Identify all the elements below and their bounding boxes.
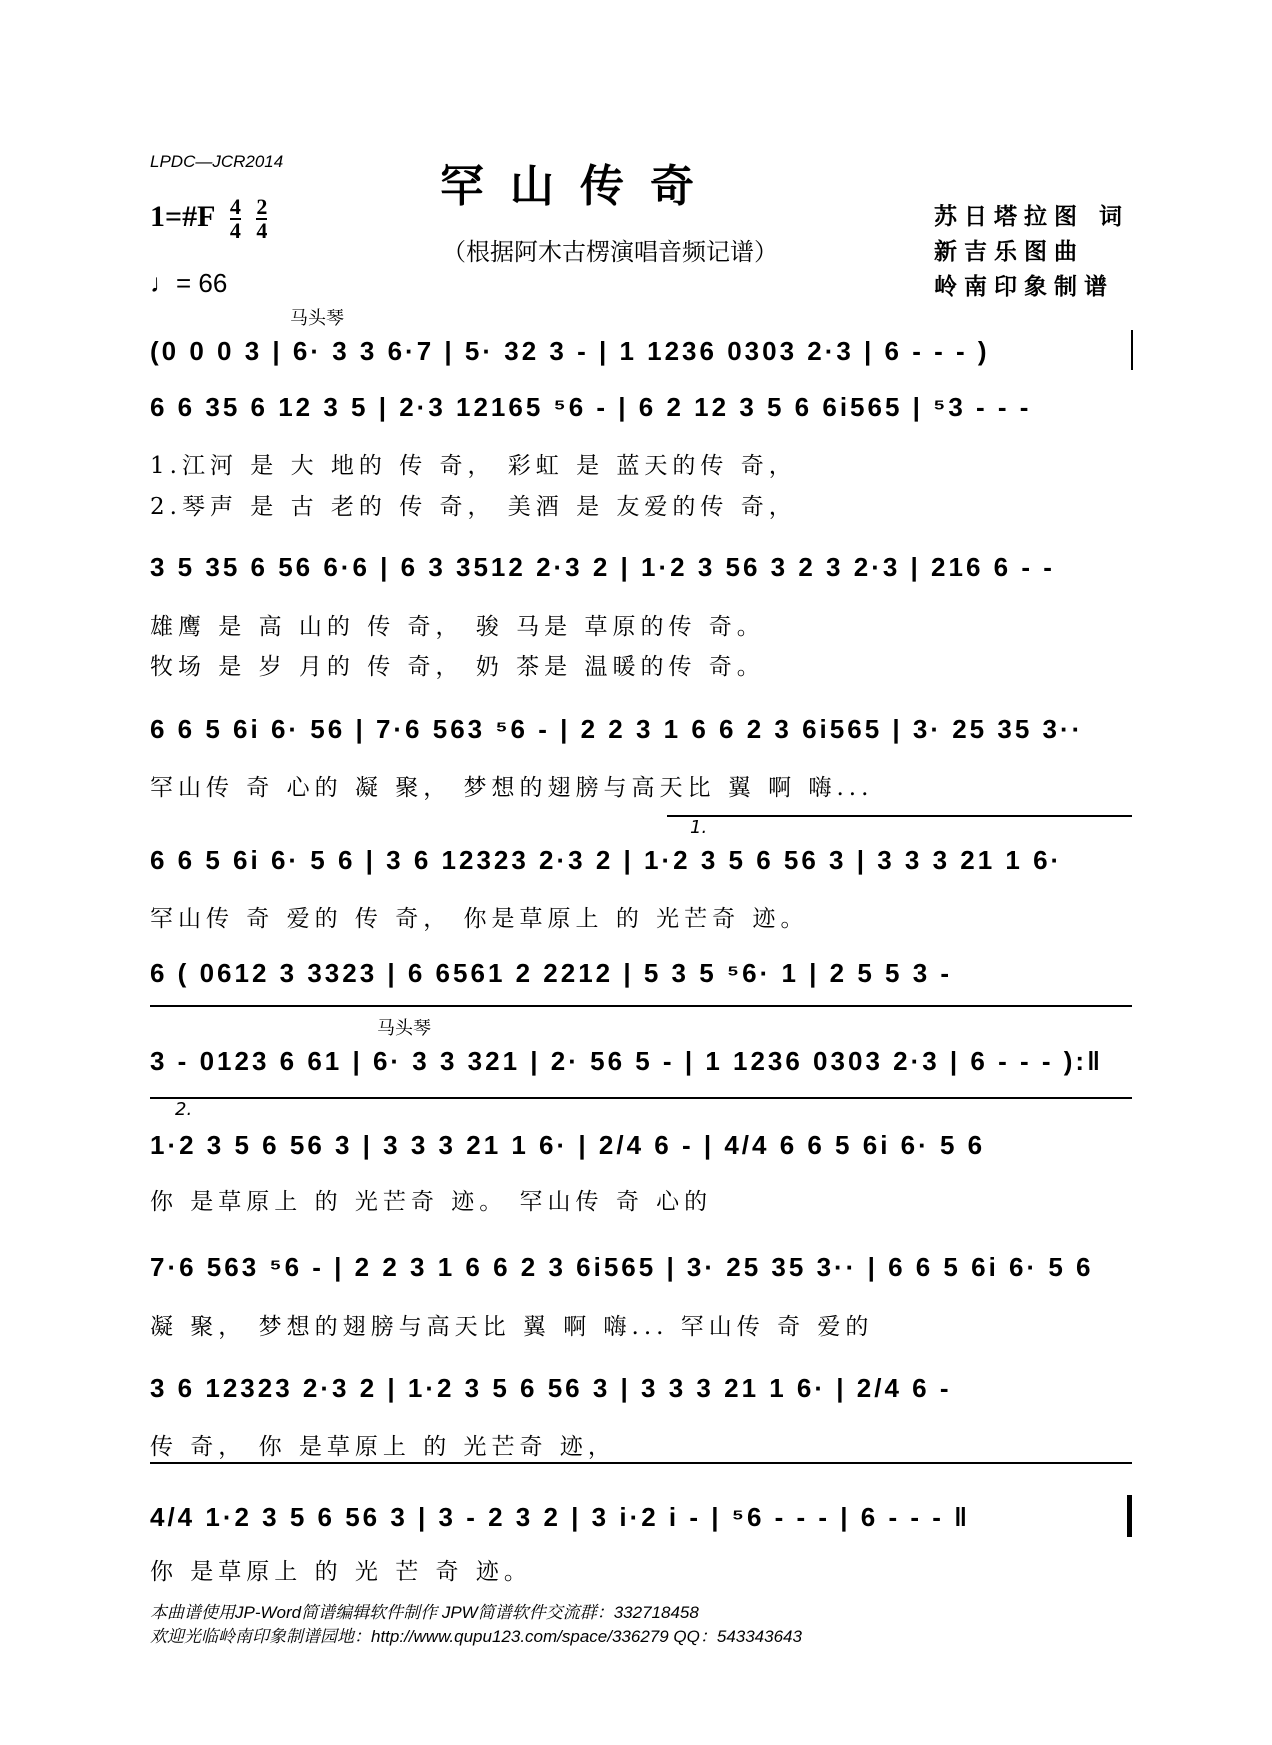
notation-line-11: 4/4 1·2 3 5 6 56 3 | 3 - 2 3 2 | 3 i·2 i - | ⁵6 - - - | 6 - - - ‖ bbox=[150, 1502, 971, 1532]
lyricist-credit: 苏日塔拉图 词 bbox=[934, 203, 1130, 230]
key-signature: 1=#F bbox=[150, 199, 215, 233]
lyric-verse-1: 1.江河 是 大 地的 传 奇， 彩虹 是 蓝天的传 奇， bbox=[150, 453, 797, 479]
lyric-line: 凝 聚， 梦想的翅膀与高天比 翼 啊 嗨... 罕山传 奇 爱的 bbox=[150, 1314, 874, 1340]
lyric-line: 你 是草原上 的 光芒奇 迹。 罕山传 奇 心的 bbox=[150, 1189, 713, 1215]
bracket-line bbox=[150, 1005, 1132, 1007]
notation-line-1: (0 0 0 3 | 6· 3 3 6·7 | 5· 32 3 - | 1 1236 0303 2·3 | 6 - - - ) bbox=[150, 336, 990, 366]
notation-line-10: 3 6 12323 2·3 2 | 1·2 3 5 6 56 3 | 3 3 3 21 1 6· | 2/4 6 - bbox=[150, 1373, 952, 1403]
lyric-verse-1: 雄鹰 是 高 山的 传 奇， 骏 马是 草原的传 奇。 bbox=[150, 614, 765, 640]
volta-label: 1. bbox=[690, 817, 708, 838]
instrument-label: 马头琴 bbox=[377, 1018, 431, 1039]
score-code: LPDC—JCR2014 bbox=[150, 152, 284, 171]
key-and-time-signature bbox=[150, 196, 267, 242]
composer-credit: 新吉乐图曲 bbox=[934, 238, 1084, 265]
volta-bracket bbox=[667, 815, 1132, 817]
subtitle: （根据阿木古楞演唱音频记谱） bbox=[442, 238, 778, 266]
footer-line-2: 欢迎光临岭南印象制谱园地：http://www.qupu123.com/space/336279 QQ：543343643 bbox=[150, 1627, 802, 1646]
page-title: 罕山传奇 bbox=[440, 161, 720, 212]
lyric-verse-2: 牧场 是 岁 月的 传 奇， 奶 茶是 温暖的传 奇。 bbox=[150, 654, 765, 680]
barline bbox=[1131, 330, 1133, 370]
lyric-line: 传 奇， 你 是草原上 的 光芒奇 迹， bbox=[150, 1434, 616, 1460]
lyric-verse-2: 2.琴声 是 古 老的 传 奇， 美酒 是 友爱的传 奇， bbox=[150, 494, 797, 520]
lyric-line: 你 是草原上 的 光 芒 奇 迹。 bbox=[150, 1559, 532, 1585]
notation-line-9: 7·6 563 ⁵6 - | 2 2 3 1 6 6 2 3 6i565 | 3· 25 35 3·· | 6 6 5 6i 6· 5 6 bbox=[150, 1252, 1094, 1282]
notation-line-4: 6 6 5 6i 6· 56 | 7·6 563 ⁵6 - | 2 2 3 1 6 6 2 3 6i565 | 3· 25 35 3·· bbox=[150, 714, 1084, 744]
arranger-credit: 岭南印象制谱 bbox=[934, 273, 1114, 300]
footer-line-1: 本曲谱使用JP-Word简谱编辑软件制作 JPW简谱软件交流群：332718458 bbox=[150, 1603, 699, 1622]
final-barline bbox=[1127, 1495, 1132, 1537]
bracket-line bbox=[150, 1462, 1132, 1464]
lyric-line: 罕山传 奇 心的 凝 聚， 梦想的翅膀与高天比 翼 啊 嗨... bbox=[150, 775, 874, 801]
notation-line-6: 6 ( 0612 3 3323 | 6 6561 2 2212 | 5 3 5 ⁵6· 1 | 2 5 5 3 - bbox=[150, 958, 953, 988]
instrument-label: 马头琴 bbox=[290, 308, 344, 329]
notation-line-8: 1·2 3 5 6 56 3 | 3 3 3 21 1 6· | 2/4 6 - | 4/4 6 6 5 6i 6· 5 6 bbox=[150, 1130, 986, 1160]
time-signature-4-4: $\frac{4}{4}$ bbox=[229, 194, 241, 243]
notation-line-7: 3 - 0123 6 61 | 6· 3 3 321 | 2· 56 5 - | 1 1236 0303 2·3 | 6 - - - ):‖ bbox=[150, 1046, 1104, 1076]
volta-label: 2. bbox=[175, 1099, 193, 1120]
notation-line-5: 6 6 5 6i 6· 5 6 | 3 6 12323 2·3 2 | 1·2 3 5 6 56 3 | 3 3 3 21 1 6· bbox=[150, 845, 1063, 875]
lyric-line: 罕山传 奇 爱的 传 奇， 你是草原上 的 光芒奇 迹。 bbox=[150, 906, 809, 932]
notation-line-3: 3 5 35 6 56 6·6 | 6 3 3512 2·3 2 | 1·2 3 56 3 2 3 2·3 | 216 6 - - bbox=[150, 552, 1055, 582]
time-signature-2-4: $\frac{2}{4}$ bbox=[256, 194, 268, 243]
notation-line-2: 6 6 35 6 12 3 5 | 2·3 12165 ⁵6 - | 6 2 12 3 5 6 6i565 | ⁵3 - - - bbox=[150, 392, 1032, 422]
volta-bracket bbox=[150, 1097, 1132, 1099]
tempo-marking: ♩= 66 bbox=[150, 268, 228, 298]
